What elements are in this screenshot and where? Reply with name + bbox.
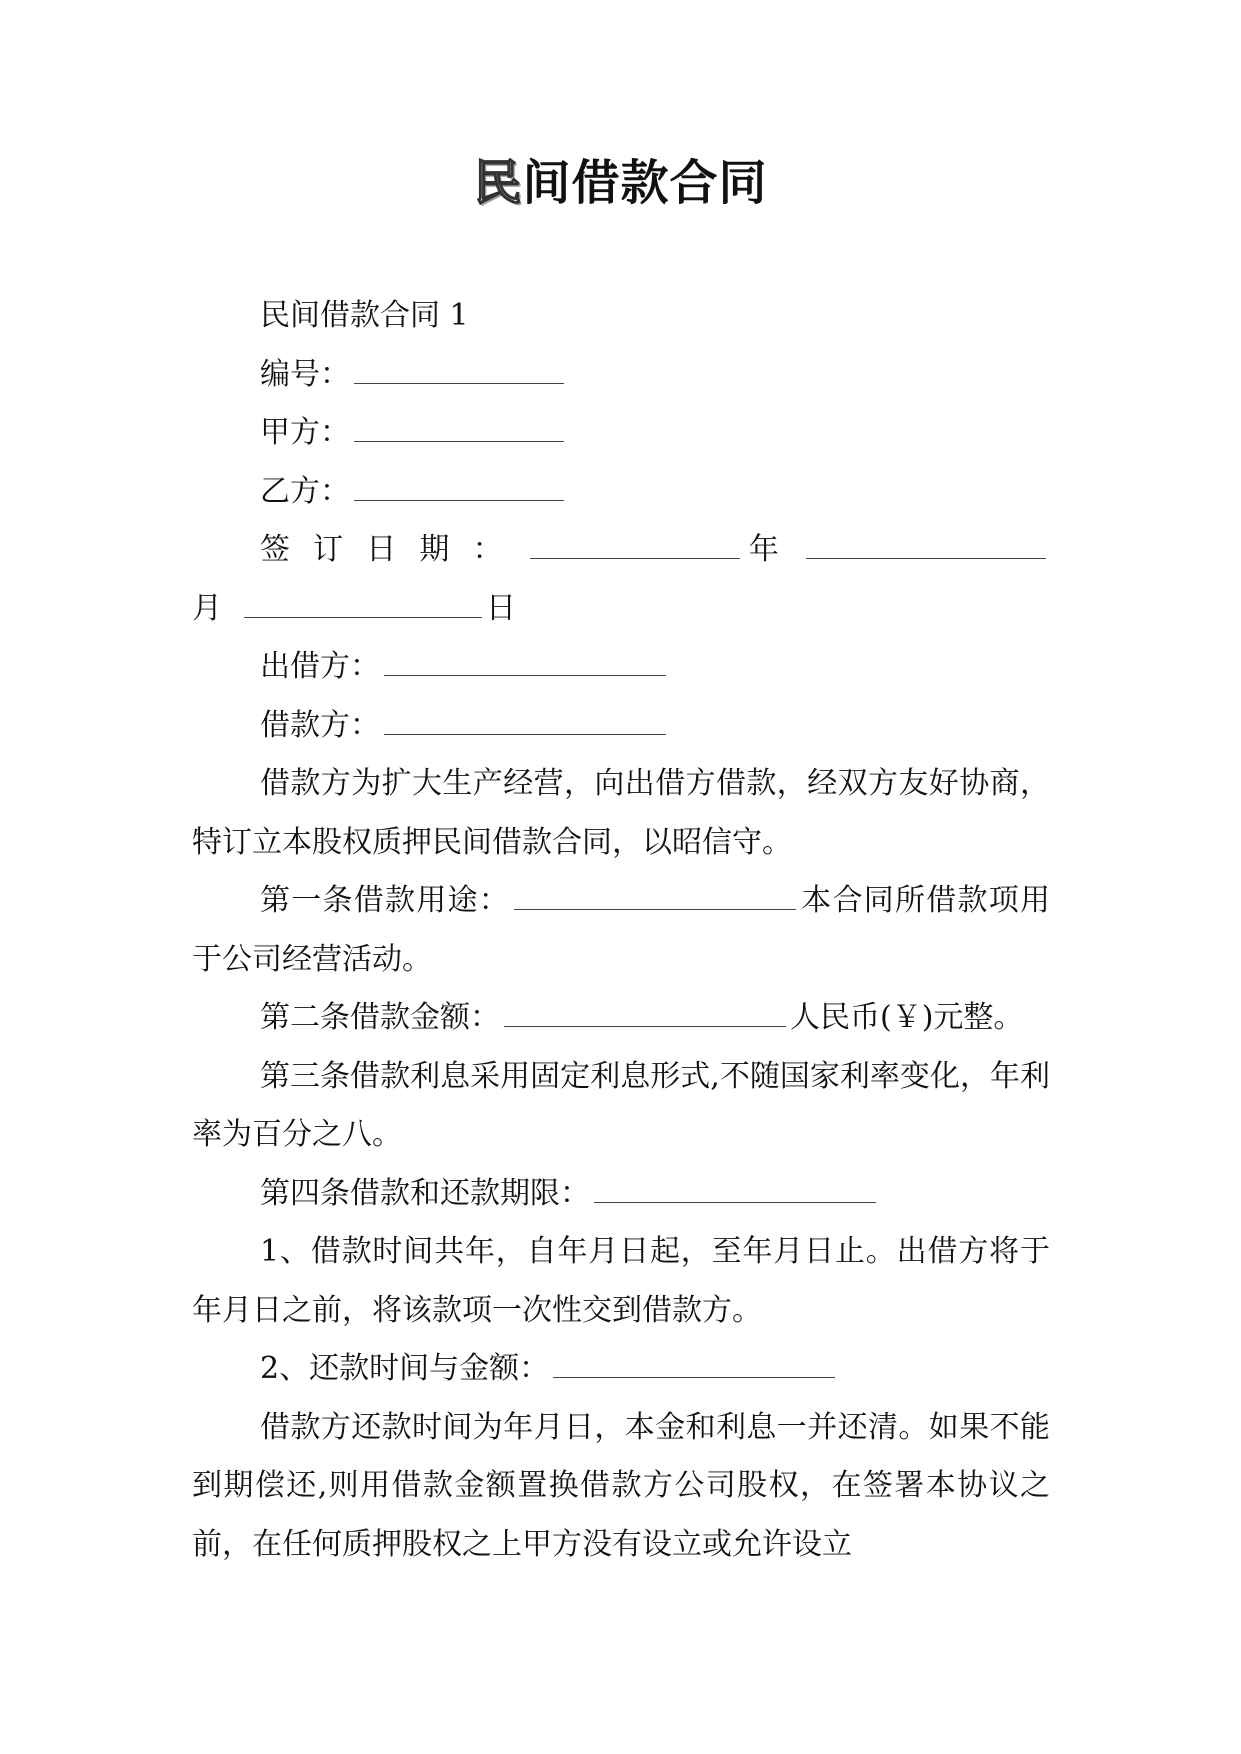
contract-heading-text: 民间借款合同 1 <box>260 298 469 333</box>
borrower-field <box>192 697 1050 756</box>
sign-month-blank <box>806 536 1046 559</box>
number-blank <box>354 361 564 384</box>
contract-heading <box>192 287 1050 346</box>
article-4-label: 第四条借款和还款期限： <box>260 1175 590 1211</box>
article-2-label: 第二条借款金额： <box>260 1000 500 1035</box>
article-3: 第三条借款利息采用固定利息形式,不随国家利率变化，年利率为百分之八。 <box>192 1058 1050 1152</box>
clause-1: 1、借款时间共年，自年月日起，至年月日止。出借方将于年月日之前，将该款项一次性交到借款方。 <box>192 1234 1050 1328</box>
sign-day-blank <box>244 595 482 618</box>
party-a-label: 甲方： <box>260 415 350 450</box>
sign-date-field <box>192 521 1050 638</box>
article-4 <box>192 1165 1050 1224</box>
party-a-blank <box>354 419 564 442</box>
preamble-paragraph: 借款方为扩大生产经营，向出借方借款，经双方友好协商，特订立本股权质押民间借款合同，以昭信守。 <box>192 766 1050 860</box>
article-2-blank <box>504 1004 786 1027</box>
number-field <box>192 346 1050 405</box>
lender-label: 出借方： <box>260 649 380 684</box>
sign-date-label: 签订日期： <box>260 532 526 567</box>
party-b-field <box>192 463 1050 522</box>
party-a-field <box>192 404 1050 463</box>
clause-2-label: 2、还款时间与金额： <box>260 1351 550 1386</box>
article-1-label: 第一条借款用途： <box>260 883 510 918</box>
document-title <box>0 150 1241 216</box>
party-b-blank <box>354 478 564 501</box>
article-2 <box>192 989 1050 1048</box>
lender-field <box>192 638 1050 697</box>
article-1-text: 本合同所借款项用于公司经营活动。 <box>192 883 1050 977</box>
title-rest: 间借款合同 <box>522 155 768 211</box>
day-label: 日 <box>486 590 534 626</box>
party-b-label: 乙方： <box>260 473 350 509</box>
lender-blank <box>384 653 666 676</box>
article-1-blank <box>514 887 796 910</box>
article-2-text: 人民币(￥)元整。 <box>790 1000 1024 1035</box>
clause-2 <box>192 1340 1050 1399</box>
sign-year-blank <box>530 536 740 559</box>
month-label: 月 <box>192 590 240 626</box>
repayment-paragraph: 借款方还款时间为年月日，本金和利息一并还清。如果不能到期偿还,则用借款金额置换借款方公司股权，在签署本协议之前，在任何质押股权之上甲方没有设立或允许设立 <box>192 1409 1050 1562</box>
article-4-blank <box>594 1180 876 1203</box>
document-body <box>192 287 1050 1574</box>
title-first-char: 民 <box>473 155 523 211</box>
year-label: 年 <box>743 532 803 567</box>
borrower-label: 借款方： <box>260 707 380 743</box>
number-label: 编号： <box>260 356 350 392</box>
borrower-blank <box>384 712 666 735</box>
article-1 <box>192 872 1050 989</box>
clause-2-blank <box>553 1355 835 1378</box>
